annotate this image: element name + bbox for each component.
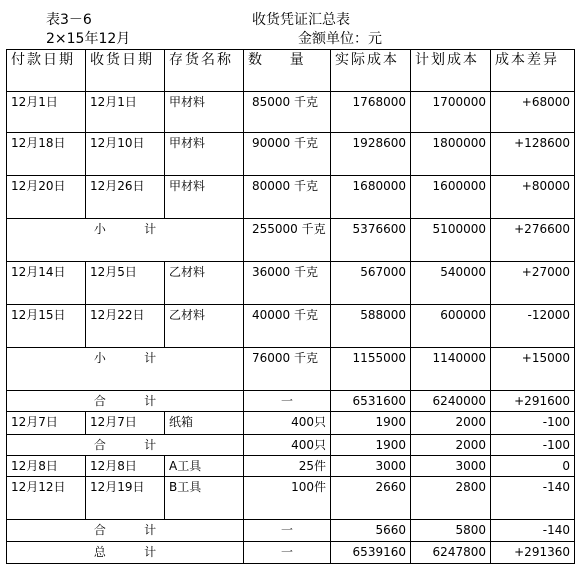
actual-cost-cell: 567000 (331, 262, 411, 305)
payment-date-cell: 12月14日 (7, 262, 86, 305)
payment-date-cell: 12月8日 (7, 456, 86, 477)
planned-cost-cell: 6247800 (411, 542, 491, 564)
subtotal-label: 总 计 (7, 542, 244, 564)
col-header-item-name: 存货名称 (165, 50, 244, 92)
actual-cost-cell: 6531600 (331, 391, 411, 412)
cost-variance-cell: 0 (491, 456, 575, 477)
subtotal-row (7, 219, 575, 262)
cost-variance-cell: -140 (491, 520, 575, 542)
item-name-cell: 甲材料 (165, 176, 244, 219)
planned-cost-cell: 6240000 (411, 391, 491, 412)
subtotal-label: 合 计 (7, 520, 244, 542)
receipt-date-cell: 12月19日 (86, 477, 165, 520)
subtotal-label: 小 计 (7, 219, 244, 262)
planned-cost-cell: 540000 (411, 262, 491, 305)
planned-cost-cell: 5800 (411, 520, 491, 542)
cost-variance-cell: +68000 (491, 92, 575, 133)
table-row (7, 305, 575, 348)
actual-cost-cell: 1680000 (331, 176, 411, 219)
cost-variance-cell: +128600 (491, 133, 575, 176)
actual-cost-cell: 1155000 (331, 348, 411, 391)
subtotal-label: 小 计 (7, 348, 244, 391)
table-row (7, 477, 575, 520)
payment-date-cell: 12月20日 (7, 176, 86, 219)
subtotal-label: 合 计 (7, 435, 244, 456)
receipt-date-cell: 12月26日 (86, 176, 165, 219)
actual-cost-cell: 1928600 (331, 133, 411, 176)
cost-variance-cell: +80000 (491, 176, 575, 219)
actual-cost-cell: 5660 (331, 520, 411, 542)
cost-variance-cell: +291600 (491, 391, 575, 412)
receipt-date-cell: 12月8日 (86, 456, 165, 477)
table-number: 表3－6 (46, 12, 92, 28)
receipt-date-cell: 12月10日 (86, 133, 165, 176)
cost-variance-cell: -100 (491, 412, 575, 435)
quantity-cell: 400只 (244, 412, 331, 435)
quantity-cell: 36000 千克 (244, 262, 331, 305)
actual-cost-cell: 1768000 (331, 92, 411, 133)
actual-cost-cell: 1900 (331, 412, 411, 435)
planned-cost-cell: 2800 (411, 477, 491, 520)
subtotal-row (7, 348, 575, 391)
item-name-cell: 纸箱 (165, 412, 244, 435)
subtotal-row (7, 542, 575, 564)
receipt-date-cell: 12月7日 (86, 412, 165, 435)
item-name-cell: A工具 (165, 456, 244, 477)
table-row (7, 92, 575, 133)
actual-cost-cell: 6539160 (331, 542, 411, 564)
summary-table (6, 49, 575, 564)
table-row (7, 262, 575, 305)
cost-variance-cell: +291360 (491, 542, 575, 564)
payment-date-cell: 12月18日 (7, 133, 86, 176)
quantity-cell: 85000 千克 (244, 92, 331, 133)
table-row (7, 133, 575, 176)
item-name-cell: 甲材料 (165, 133, 244, 176)
item-name-cell: 乙材料 (165, 305, 244, 348)
quantity-cell: 90000 千克 (244, 133, 331, 176)
quantity-cell: 76000 千克 (244, 348, 331, 391)
actual-cost-cell: 1900 (331, 435, 411, 456)
quantity-cell: 400只 (244, 435, 331, 456)
col-header-cost-variance: 成本差异 (491, 50, 575, 92)
col-header-planned-cost: 计划成本 (411, 50, 491, 92)
receipt-date-cell: 12月1日 (86, 92, 165, 133)
subtotal-row (7, 391, 575, 412)
planned-cost-cell: 1700000 (411, 92, 491, 133)
payment-date-cell: 12月7日 (7, 412, 86, 435)
table-row (7, 412, 575, 435)
actual-cost-cell: 5376600 (331, 219, 411, 262)
payment-date-cell: 12月1日 (7, 92, 86, 133)
cost-variance-cell: +27000 (491, 262, 575, 305)
planned-cost-cell: 1800000 (411, 133, 491, 176)
actual-cost-cell: 3000 (331, 456, 411, 477)
quantity-cell: 80000 千克 (244, 176, 331, 219)
col-header-actual-cost: 实际成本 (331, 50, 411, 92)
quantity-cell: 40000 千克 (244, 305, 331, 348)
subtotal-row (7, 520, 575, 542)
receipt-date-cell: 12月22日 (86, 305, 165, 348)
currency-unit: 金额单位：元 (298, 31, 382, 47)
col-header-payment-date: 付款日期 (7, 50, 86, 92)
subtotal-label: 合 计 (7, 391, 244, 412)
cost-variance-cell: +276600 (491, 219, 575, 262)
quantity-cell: 一 (244, 542, 331, 564)
payment-date-cell: 12月15日 (7, 305, 86, 348)
payment-date-cell: 12月12日 (7, 477, 86, 520)
quantity-cell: 25件 (244, 456, 331, 477)
item-name-cell: B工具 (165, 477, 244, 520)
header-row (7, 50, 575, 92)
cost-variance-cell: -12000 (491, 305, 575, 348)
quantity-cell: 100件 (244, 477, 331, 520)
table-row (7, 176, 575, 219)
planned-cost-cell: 1140000 (411, 348, 491, 391)
planned-cost-cell: 1600000 (411, 176, 491, 219)
planned-cost-cell: 2000 (411, 435, 491, 456)
actual-cost-cell: 2660 (331, 477, 411, 520)
quantity-cell: 一 (244, 391, 331, 412)
cost-variance-cell: -100 (491, 435, 575, 456)
period-label: 2×15年12月 (46, 31, 131, 47)
subtotal-row (7, 435, 575, 456)
table-row (7, 456, 575, 477)
planned-cost-cell: 2000 (411, 412, 491, 435)
page-title: 收货凭证汇总表 (252, 12, 350, 28)
planned-cost-cell: 5100000 (411, 219, 491, 262)
col-header-quantity: 数 量 (244, 50, 331, 92)
receipt-date-cell: 12月5日 (86, 262, 165, 305)
quantity-cell: 一 (244, 520, 331, 542)
planned-cost-cell: 600000 (411, 305, 491, 348)
item-name-cell: 乙材料 (165, 262, 244, 305)
item-name-cell: 甲材料 (165, 92, 244, 133)
col-header-receipt-date: 收货日期 (86, 50, 165, 92)
cost-variance-cell: -140 (491, 477, 575, 520)
cost-variance-cell: +15000 (491, 348, 575, 391)
actual-cost-cell: 588000 (331, 305, 411, 348)
planned-cost-cell: 3000 (411, 456, 491, 477)
quantity-cell: 255000 千克 (244, 219, 331, 262)
